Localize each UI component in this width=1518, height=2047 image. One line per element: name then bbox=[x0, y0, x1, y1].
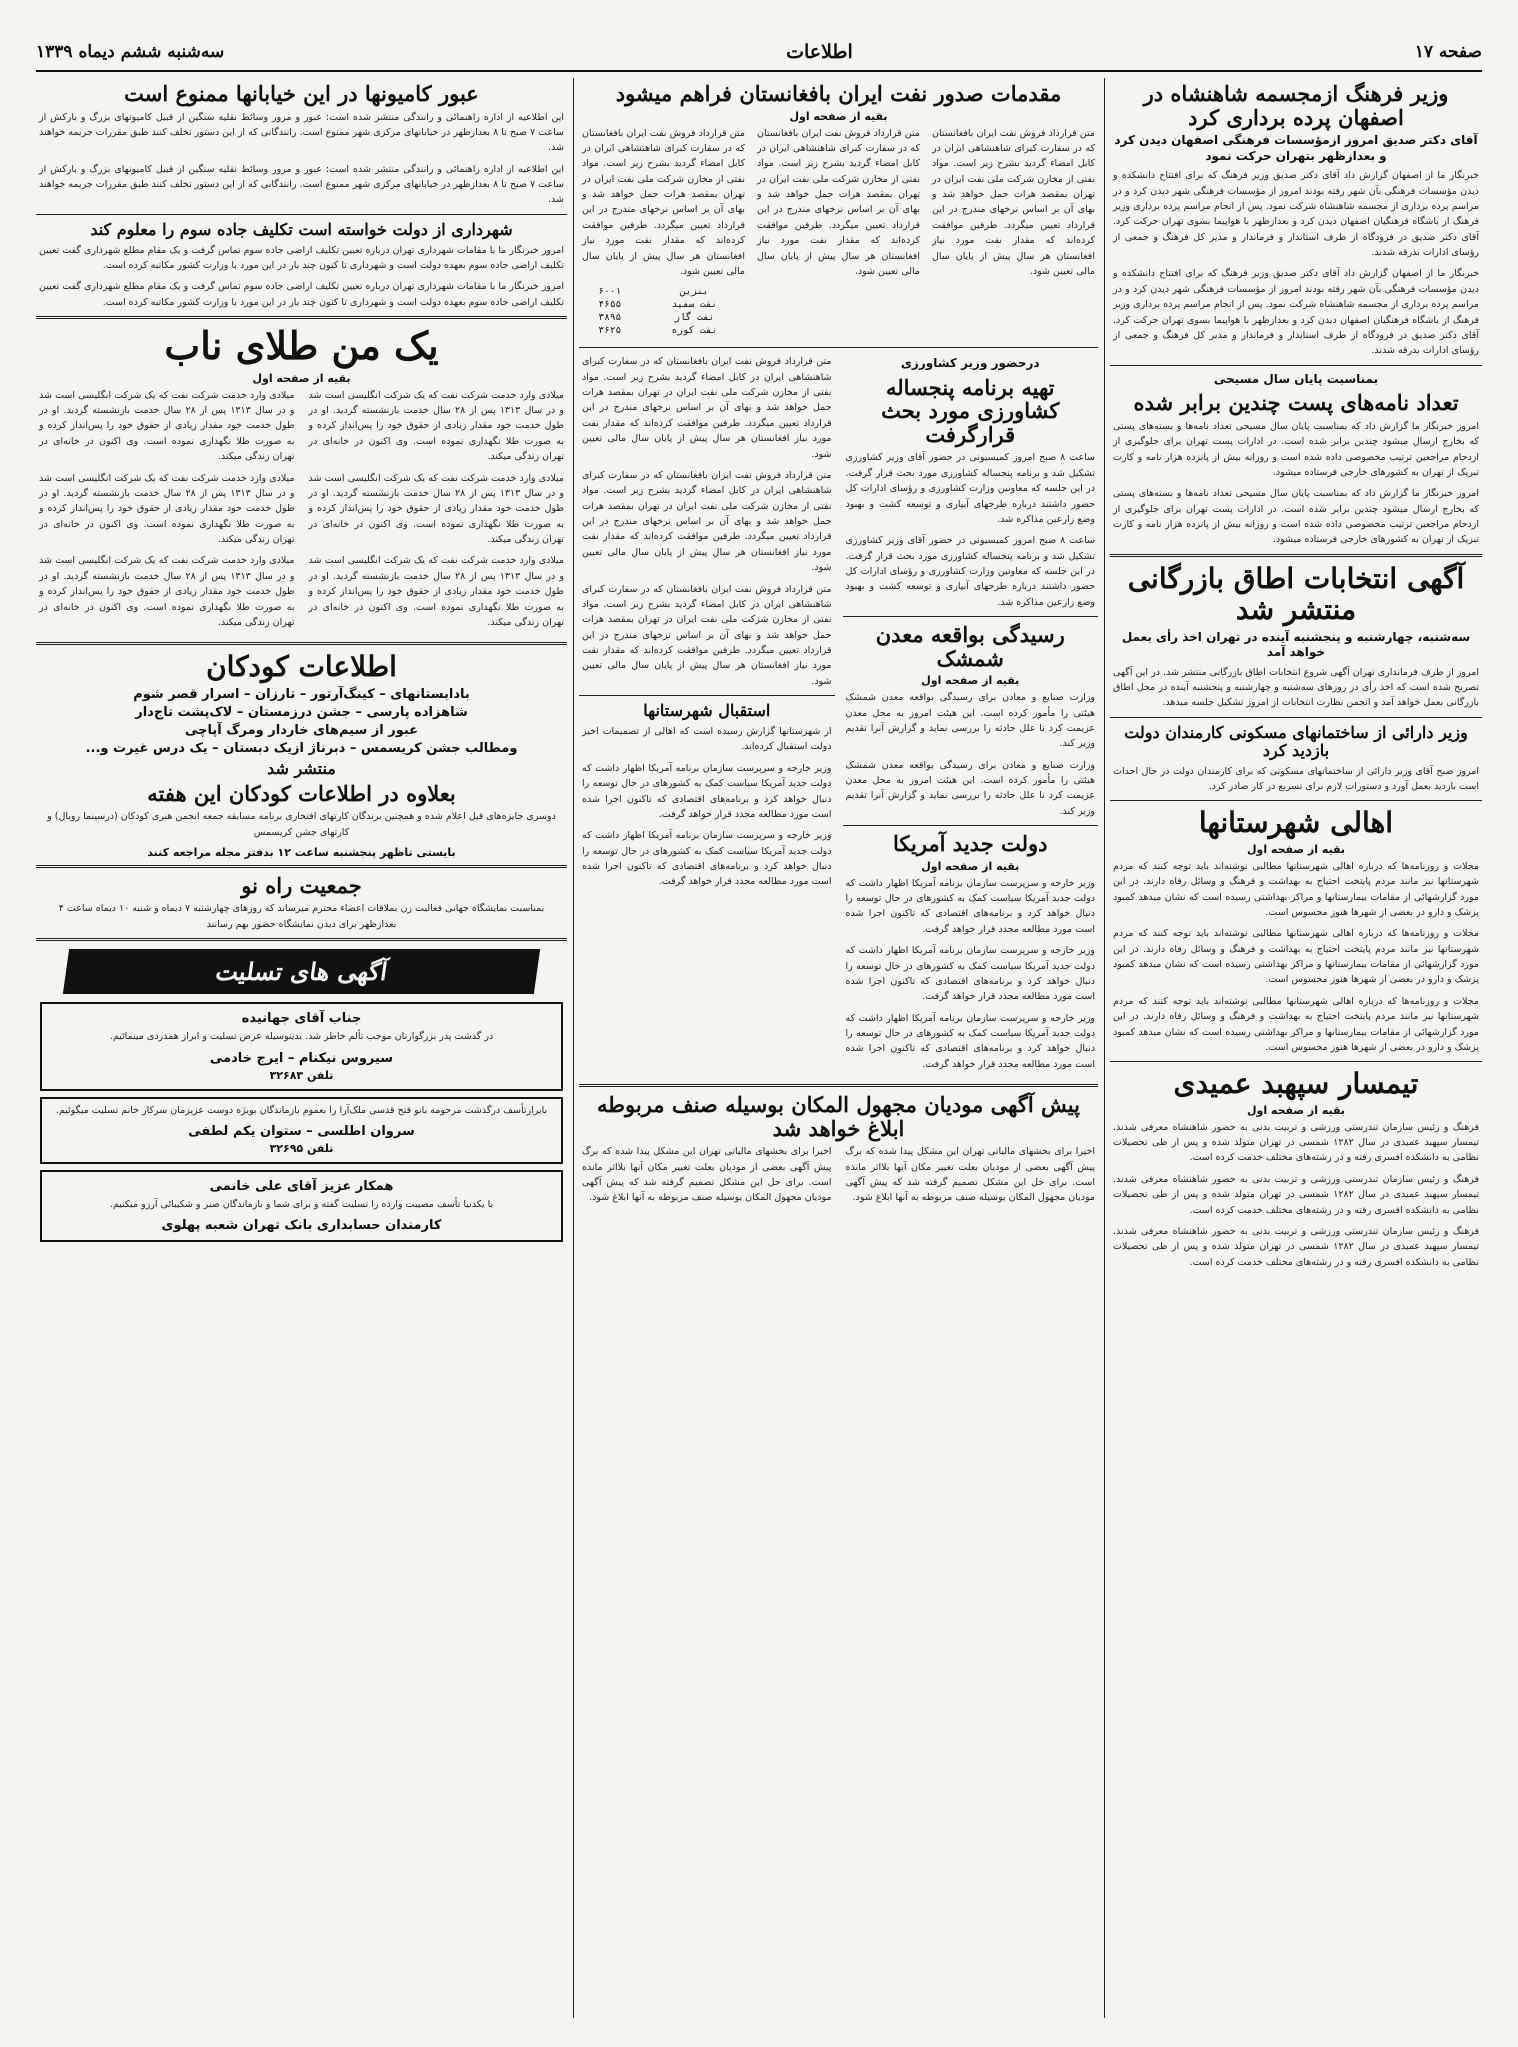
ad-title: همکار عزیز آقای علی خانمی bbox=[209, 1178, 394, 1194]
ad-phone: تلفن ۳۲۶۹۵ bbox=[269, 1141, 334, 1155]
article-headline: تعداد نامه‌های پست چندین برابر شده bbox=[1133, 390, 1459, 416]
continued-note: بقیه از صفحه اول bbox=[1246, 1103, 1346, 1117]
article-agriculture bbox=[843, 356, 1099, 610]
ad-published: منتشر شد bbox=[267, 758, 336, 778]
article-tag: درحضور وزیر کشاورزی bbox=[900, 356, 1040, 371]
article-body: مجلات و روزنامه‌ها که درباره اهالی شهرستانها مطالبی نوشته‌اند باید توجه کنند که مردم شهرستانها نیز مانند مردم پایتخت احتیاج به بهداشت و فرهنگ و وسائل رفاه دارند. در این مورد گزارشهائی از مقامات بیمارستانها و مراکز بهداشتی رسیده است که نشان میدهد کمبود پزشک و دارو در بعضی از شهرها هنوز محسوس است. bbox=[1113, 860, 1479, 918]
divider bbox=[579, 695, 835, 696]
article-body: مجلات و روزنامه‌ها که درباره اهالی شهرستانها مطالبی نوشته‌اند باید توجه کنند که مردم شهرستانها نیز مانند مردم پایتخت احتیاج به بهداشت و فرهنگ و وسائل رفاه دارند. در این مورد گزارشهائی از مقامات بیمارستانها و مراکز بهداشتی رسیده است که نشان میدهد کمبود پزشک و دارو در بعضی از شهرها هنوز محسوس است. bbox=[1113, 928, 1479, 986]
divider bbox=[843, 825, 1099, 826]
article-body: امروز خبرنگار ما گزارش داد که بمناسبت پایان سال مسیحی تعداد نامه‌ها و بسته‌های پستی که بخارج ارسال میشود چندین برابر شده است. در ادارات پست تهران برای جلوگیری از ازدحام مراجعین ترتیب مخصوصی داده شده است و روزانه بیش از پانزده هزار نامه و کارت تبریک از تهران به کشورهای خارجی فرستاده میشود. bbox=[1113, 420, 1479, 478]
ad-new-path-society bbox=[36, 874, 567, 932]
ad-extra-note: بایستی تاظهر پنجشنبه ساعت ۱۲ بدفتر مجله مراجعه کنند bbox=[147, 845, 456, 859]
article-body: وزیر خارجه و سرپرست سازمان برنامه آمریکا اظهار داشت که دولت جدید آمریکا سیاست کمک به کشورهای در حال توسعه را دنبال خواهد کرد و برنامه‌های اقتصادی که تاکنون اجرا شده است مورد مطالعه مجدد قرار خواهد گرفت. bbox=[845, 877, 1095, 935]
price-value: ۴۶۵۵ bbox=[598, 299, 622, 311]
article-body: متن قرارداد فروش نفت ایران بافغانستان که در سفارت کبرای شاهنشاهی ایران در کابل امضاء گردید بشرح زیر است. مواد نفتی از مخازن شرکت ملی نفت ایران در تهران بمقصد هرات حمل خواهد شد و بهای آن بر اساس نرخهای مندرج در این قرارداد تعیین میگردد. طرفین موافقت کرده‌اند که مقدار نفت مورد نیاز افغانستان هر سال پیش از پایان سال مالی تعیین شود. bbox=[757, 127, 920, 277]
article-body: متن قرارداد فروش نفت ایران بافغانستان که در سفارت کبرای شاهنشاهی ایران در کابل امضاء گردید بشرح زیر است. مواد نفتی از مخازن شرکت ملی نفت ایران در تهران بمقصد هرات حمل خواهد شد و بهای آن بر اساس نرخهای مندرج در این قرارداد تعیین میگردد. طرفین موافقت کرده‌اند که مقدار نفت مورد نیاز افغانستان هر سال پیش از پایان سال مالی تعیین شود. bbox=[932, 127, 1095, 277]
column-middle bbox=[579, 78, 1098, 2018]
ad-phone: تلفن ۳۲۶۸۳ bbox=[269, 1068, 334, 1082]
article-headline: یک من طلای ناب bbox=[164, 323, 439, 369]
article-body: فرهنگ و رئیس سازمان تندرستی ورزشی و تربیت بدنی به حضور شاهنشاه معرفی شدند. تیمسار سپهبد عمیدی در سال ۱۲۸۲ شمسی در تهران متولد شده و پس از طی تحصیلات نظامی به دانشکده افسری رفته و در رشته‌های مختلف خدمت کرده است. bbox=[1113, 1173, 1479, 1216]
article-body: اخیرا برای بخشهای مالیاتی تهران این مشکل پیدا شده که برگ پیش آگهی بعضی از مودیان بعلت تغییر مکان آنها بلااثر مانده است. برای حل این مشکل تصمیم گرفته شد که پیش آگهی مودیان مجهول المکان بوسیله صنف مربوطه به آنها ابلاغ شود. bbox=[845, 1146, 1095, 1204]
ad-line: شاهزاده پارسی – جشن درزمستان – لاک‌پشت تاج‌دار bbox=[135, 704, 468, 720]
article-housing bbox=[1110, 724, 1482, 795]
article-america bbox=[843, 832, 1099, 1072]
ad-signature: سروان اطلسی – ستوان یکم لطفی bbox=[188, 1123, 415, 1139]
article-body: امروز خبرنگار ما با مقامات شهرداری تهران درباره تعیین تکلیف اراضی جاده سوم تماس گرفت و یک مقام مطلع شهرداری گفت تعیین تکلیف اراضی جاده سوم بعهده دولت است و شهرداری تا کنون چند بار در این مورد با وزارت کشور مکاتبه کرده است. bbox=[39, 244, 564, 272]
article-general bbox=[1110, 1068, 1482, 1270]
article-body: امروز خبرنگار ما گزارش داد که بمناسبت پایان سال مسیحی تعداد نامه‌ها و بسته‌های پستی که بخارج ارسال میشود چندین برابر شده است. در ادارات پست تهران برای جلوگیری از ازدحام مراجعین ترتیب مخصوصی داده شده است و روزانه بیش از پانزده هزار نامه و کارت تبریک از تهران به کشورهای خارجی فرستاده میشود. bbox=[1113, 488, 1479, 546]
divider bbox=[1110, 717, 1482, 718]
article-body: وزیر خارجه و سرپرست سازمان برنامه آمریکا اظهار داشت که دولت جدید آمریکا سیاست کمک به کشورهای در حال توسعه را دنبال خواهد کرد و برنامه‌های اقتصادی که تاکنون اجرا شده است مورد مطالعه مجدد قرار خواهد گرفت. bbox=[582, 762, 832, 820]
article-headline: تیمسار سپهبد عمیدی bbox=[1173, 1067, 1419, 1101]
ad-signature: کارمندان حسابداری بانک تهران شعبه پهلوی bbox=[161, 1218, 442, 1234]
article-body: امروز صبح آقای وزیر دارائی از ساختمانهای مسکونی که برای کارمندان دولت در حال احداث است بازدید بعمل آورد و دستورات لازم برای تسریع در کار صادر کرد. bbox=[1113, 765, 1479, 793]
article-trucks bbox=[36, 82, 567, 208]
price-value: ۳۶۲۵ bbox=[598, 325, 622, 337]
article-body: فرهنگ و رئیس سازمان تندرستی ورزشی و تربیت بدنی به حضور شاهنشاه معرفی شدند. تیمسار سپهبد عمیدی در سال ۱۲۸۲ شمسی در تهران متولد شده و پس از طی تحصیلات نظامی به دانشکده افسری رفته و در رشته‌های مختلف خدمت کرده است. bbox=[1113, 1121, 1479, 1164]
continued-note: بقیه از صفحه اول bbox=[921, 859, 1020, 873]
article-cities bbox=[1110, 807, 1482, 1055]
article-body: امروز خبرنگار ما با مقامات شهرداری تهران درباره تعیین تکلیف اراضی جاده سوم تماس گرفت و یک مقام مطلع شهرداری گفت تعیین تکلیف اراضی جاده سوم بعهده دولت است و شهرداری تا کنون چند بار در این مورد با وزارت کشور مکاتبه کرده است. bbox=[39, 281, 564, 308]
price-table bbox=[579, 285, 748, 337]
article-body: این اطلاعیه از اداره راهنمائی و رانندگی منتشر شده است: عبور و مرور وسائط نقلیه سنگین از قبیل کامیونهای بزرگ و بارکش از ساعت ۷ صبح تا ۸ بعدازظهر در خیابانهای مرکزی شهر ممنوع است. رانندگانی که از این دستور تخلف کنند طبق مقررات جریمه خواهند شد. bbox=[39, 163, 564, 206]
ad-body: با یکدنیا تأسف مصیبت وارده را تسلیت گفته و برای شما و بازماندگان صبر و شکیبائی آرزو میکنیم. bbox=[109, 1198, 494, 1210]
article-body: خبرنگار ما از اصفهان گزارش داد آقای دکتر صدیق وزیر فرهنگ که برای افتتاح دانشکده و دیدن مؤسسات فرهنگی بآن شهر رفته بودند امروز از مؤسسات فرهنگی شهر دیدن کرد و در مراسم پرده برداری از مجسمه شاهنشاه شرکت نمود. پس از انجام مراسم پرده برداری وزیر فرهنگ از باشگاه فرهنگیان اصفهان دیدن کرد و بعدازظهر با هواپیما بسوی تهران حرکت کرد. آقای دکتر صدیق در فرودگاه از طرف استاندار و فرماندار و مدیر کل فرهنگ و جمعی از رؤسای ادارات بدرقه شدند. bbox=[1113, 268, 1479, 357]
article-oil-export bbox=[579, 82, 1098, 341]
article-body: میلادی وارد خدمت شرکت نفت که یک شرکت انگلیسی است شد و در سال ۱۳۱۳ پس از ۲۸ سال خدمت بازنشسته گردید. او در طول خدمت خود مقدار زیادی از حقوق خود را پس‌انداز کرده و به صورت طلا نگهداری نموده است. وی اکنون در خانه‌ای در تهران زندگی میکند. bbox=[39, 472, 295, 546]
condolence-ad bbox=[40, 1097, 563, 1164]
article-body: وزیر خارجه و سرپرست سازمان برنامه آمریکا اظهار داشت که دولت جدید آمریکا سیاست کمک به کشورهای در حال توسعه را دنبال خواهد کرد و برنامه‌های اقتصادی که تاکنون اجرا شده است مورد مطالعه مجدد قرار خواهد گرفت. bbox=[845, 945, 1095, 1003]
divider bbox=[579, 1084, 1098, 1087]
price-row bbox=[579, 298, 748, 311]
condolence-banner: آگهی های تسلیت bbox=[63, 949, 540, 994]
ad-title: جناب آقای جهانیده bbox=[241, 1011, 362, 1027]
article-christmas-mail bbox=[1110, 372, 1482, 548]
price-row bbox=[579, 311, 748, 324]
continued-note: بقیه از صفحه اول bbox=[921, 674, 1020, 688]
article-body: متن قرارداد فروش نفت ایران بافغانستان که در سفارت کبرای شاهنشاهی ایران در کابل امضاء گردید بشرح زیر است. مواد نفتی از مخازن شرکت ملی نفت ایران در تهران بمقصد هرات حمل خواهد شد و بهای آن بر اساس نرخهای مندرج در این قرارداد تعیین میگردد. طرفین موافقت کرده‌اند که مقدار نفت مورد نیاز افغانستان هر سال پیش از پایان سال مالی تعیین شود. bbox=[582, 469, 832, 574]
column-divider bbox=[1104, 78, 1105, 2018]
column-right bbox=[1110, 78, 1482, 2018]
price-label: بنزین bbox=[680, 286, 709, 298]
page-number: صفحه ۱۷ bbox=[1414, 42, 1482, 62]
issue-date: سه‌شنبه ششم دیماه ۱۳۳۹ bbox=[36, 42, 225, 62]
condolence-ad bbox=[40, 1170, 563, 1242]
article-body: میلادی وارد خدمت شرکت نفت که یک شرکت انگلیسی است شد و در سال ۱۳۱۳ پس از ۲۸ سال خدمت بازنشسته گردید. او در طول خدمت خود مقدار زیادی از حقوق خود را پس‌انداز کرده و به صورت طلا نگهداری نموده است. وی اکنون در خانه‌ای در تهران زندگی میکند. bbox=[308, 389, 564, 463]
ad-line: بادابستانهای – کینگ‌آرتور – تارزان – اسرار قصر شوم bbox=[133, 686, 470, 702]
article-body: میلادی وارد خدمت شرکت نفت که یک شرکت انگلیسی است شد و در سال ۱۳۱۳ پس از ۲۸ سال خدمت بازنشسته گردید. او در طول خدمت خود مقدار زیادی از حقوق خود را پس‌انداز کرده و به صورت طلا نگهداری نموده است. وی اکنون در خانه‌ای در تهران زندگی میکند. bbox=[308, 555, 564, 628]
article-headline: وزیر دارائی از ساختمانهای مسکونی کارمندان دولت بازدید کرد bbox=[1124, 722, 1468, 760]
divider bbox=[36, 865, 567, 868]
article-citizens bbox=[579, 702, 835, 755]
article-body: خبرنگار ما از اصفهان گزارش داد آقای دکتر صدیق وزیر فرهنگ که برای افتتاح دانشکده و دیدن مؤسسات فرهنگی بآن شهر رفته بودند امروز از مؤسسات فرهنگی شهر دیدن کرد و در مراسم پرده برداری از مجسمه شاهنشاه شرکت نمود. پس از انجام مراسم پرده برداری وزیر فرهنگ از باشگاه فرهنگیان اصفهان دیدن کرد و بعدازظهر با هواپیما بسوی تهران حرکت کرد. آقای دکتر صدیق در فرودگاه از طرف استاندار و فرماندار و مدیر کل فرهنگ و جمعی از رؤسای ادارات بدرقه شدند. bbox=[1113, 170, 1479, 259]
ad-children-magazine bbox=[36, 651, 567, 859]
condolence-ad bbox=[40, 1002, 563, 1090]
ad-extra-body: دوسری جایزه‌های قبل اعلام شده و همچنین برندگان کارتهای افتخاری برنامه مسابقه جمعه انجمن هنری کودکان (درسینما رویال) و کارتهای جشن کریسمس bbox=[47, 811, 556, 838]
continued-note: بقیه از صفحه اول bbox=[789, 109, 888, 123]
divider bbox=[36, 316, 567, 319]
article-body: اخیرا برای بخشهای مالیاتی تهران این مشکل پیدا شده که برگ پیش آگهی بعضی از مودیان بعلت تغییر مکان آنها بلااثر مانده است. برای حل این مشکل تصمیم گرفته شد که پیش آگهی مودیان مجهول المکان بوسیله صنف مربوطه به آنها ابلاغ شود. bbox=[582, 1146, 832, 1204]
divider bbox=[843, 616, 1099, 617]
article-headline: دولت جدید آمریکا bbox=[892, 831, 1048, 857]
article-headline: وزیر فرهنگ ازمجسمه شاهنشاه در اصفهان پرده برداری کرد bbox=[1143, 81, 1449, 130]
masthead bbox=[36, 34, 1482, 70]
article-headline: عبور کامیونها در این خیابانها ممنوع است bbox=[124, 81, 479, 106]
article-body: میلادی وارد خدمت شرکت نفت که یک شرکت انگلیسی است شد و در سال ۱۳۱۳ پس از ۲۸ سال خدمت بازنشسته گردید. او در طول خدمت خود مقدار زیادی از حقوق خود را پس‌انداز کرده و به صورت طلا نگهداری نموده است. وی اکنون در خانه‌ای در تهران زندگی میکند. bbox=[308, 472, 564, 546]
article-body: فرهنگ و رئیس سازمان تندرستی ورزشی و تربیت بدنی به حضور شاهنشاه معرفی شدند. تیمسار سپهبد عمیدی در سال ۱۲۸۲ شمسی در تهران متولد شده و پس از طی تحصیلات نظامی به دانشکده افسری رفته و در رشته‌های مختلف خدمت کرده است. bbox=[1113, 1225, 1479, 1268]
article-body: ساعت ۸ صبح امروز کمیسیونی در حضور آقای وزیر کشاورزی تشکیل شد و برنامه پنجساله کشاورزی مورد بحث قرار گرفت. در این جلسه که معاونین وزارت کشاورزی و رؤسای ادارات کل حضور داشتند درباره طرحهای آبیاری و توسعه کشت و بهبود وضع زارعین مذاکره شد. bbox=[845, 535, 1096, 608]
ad-headline: جمعیت راه نو bbox=[241, 872, 362, 898]
price-label: نفت سفید bbox=[671, 299, 718, 311]
ad-body: در گذشت پدر بزرگوارتان موجب تألم خاطر شد. بدینوسیله عرض تسلیت و ابراز همدردی مینمائیم. bbox=[109, 1031, 494, 1043]
continued-note: بقیه از صفحه اول bbox=[252, 371, 351, 385]
price-value: ۶۰۰۱ bbox=[598, 286, 622, 298]
price-value: ۳۸۹۵ bbox=[598, 312, 622, 324]
article-body: وزارت صنایع و معادن برای رسیدگی بواقعه معدن شمشک هیئتی را مأمور کرده است. این هیئت امروز به محل معدن عزیمت کرد تا علل حادثه را بررسی نماید و گزارش آنرا تقدیم وزیر کند. bbox=[845, 692, 1095, 750]
article-headline: اهالی شهرستانها bbox=[1198, 806, 1394, 840]
article-body: متن قرارداد فروش نفت ایران بافغانستان که در سفارت کبرای شاهنشاهی ایران در کابل امضاء گردید بشرح زیر است. مواد نفتی از مخازن شرکت ملی نفت ایران در تهران بمقصد هرات حمل خواهد شد و بهای آن بر اساس نرخهای مندرج در این قرارداد تعیین میگردد. طرفین موافقت کرده‌اند که مقدار نفت مورد نیاز افغانستان هر سال پیش از پایان سال مالی تعیین شود. bbox=[582, 127, 745, 277]
article-body: ساعت ۸ صبح امروز کمیسیونی در حضور آقای وزیر کشاورزی تشکیل شد و برنامه پنجساله کشاورزی مورد بحث قرار گرفت. در این جلسه که معاونین وزارت کشاورزی و رؤسای ادارات کل حضور داشتند درباره طرحهای آبیاری و توسعه کشت و بهبود وضع زارعین مذاکره شد. bbox=[845, 452, 1096, 525]
price-row bbox=[579, 324, 748, 337]
condolence-section bbox=[36, 949, 567, 1242]
article-body: متن قرارداد فروش نفت ایران بافغانستان که در سفارت کبرای شاهنشاهی ایران در کابل امضاء گردید بشرح زیر است. مواد نفتی از مخازن شرکت ملی نفت ایران در تهران بمقصد هرات حمل خواهد شد و بهای آن بر اساس نرخهای مندرج در این قرارداد تعیین میگردد. طرفین موافقت کرده‌اند که مقدار نفت مورد نیاز افغانستان هر سال پیش از پایان سال مالی تعیین شود. bbox=[582, 583, 832, 687]
ad-line: عبور از سیم‌های خاردار ومرگ آپاچی bbox=[184, 722, 419, 738]
ad-body: بابرازتأسف درگذشت مرحومه بانو فتح قدسی ملک‌آرا را بعموم بازماندگان بویژه دوست عزیزمان سرکار خانم تسلیت میگوئیم. bbox=[55, 1104, 548, 1116]
article-tax-notice bbox=[579, 1093, 1098, 1212]
ad-extra-headline: بعلاوه در اطلاعات کودکان این هفته bbox=[147, 780, 456, 806]
ad-line: ومطالب جشن کریسمس – دبرناژ ازیک دبستان – یک درس غیرت و... bbox=[85, 740, 518, 756]
article-subhead: سه‌شنبه، چهارشنبه و پنجشنبه آینده در تهران اخذ رأی بعمل خواهد آمد bbox=[1121, 629, 1471, 660]
divider bbox=[1110, 554, 1482, 557]
article-headline: رسیدگی بواقعه معدن شمشک bbox=[875, 622, 1065, 671]
divider bbox=[36, 642, 567, 645]
price-label: نفت گاز bbox=[674, 312, 715, 324]
article-headline: تهیه برنامه پنجساله کشاورزی مورد بحث قرارگرفت bbox=[881, 374, 1060, 447]
price-row bbox=[579, 285, 748, 298]
article-body: این اطلاعیه از اداره راهنمائی و رانندگی منتشر شده است: عبور و مرور وسائط نقلیه سنگین از قبیل کامیونهای بزرگ و بارکش از ساعت ۷ صبح تا ۸ بعدازظهر در خیابانهای مرکزی شهر ممنوع است. رانندگانی که از این دستور تخلف کنند طبق مقررات جریمه خواهند شد. bbox=[39, 111, 564, 154]
article-body: وزارت صنایع و معادن برای رسیدگی بواقعه معدن شمشک هیئتی را مأمور کرده است. این هیئت امروز به محل معدن عزیمت کرد تا علل حادثه را بررسی نماید و گزارش آنرا تقدیم وزیر کند. bbox=[845, 759, 1095, 817]
article-headline: مقدمات صدور نفت ایران بافغانستان فراهم میشود bbox=[615, 81, 1062, 106]
paper-name: اطلاعات bbox=[786, 41, 853, 63]
continued-note: بقیه از صفحه اول bbox=[1246, 842, 1346, 856]
divider bbox=[579, 347, 1098, 348]
column-divider bbox=[573, 78, 574, 2018]
article-body: متن قرارداد فروش نفت ایران بافغانستان که در سفارت کبرای شاهنشاهی ایران در کابل امضاء گردید بشرح زیر است. مواد نفتی از مخازن شرکت ملی نفت ایران در تهران بمقصد هرات حمل خواهد شد و بهای آن بر اساس نرخهای مندرج در این قرارداد تعیین میگردد. طرفین موافقت کرده‌اند که مقدار نفت مورد نیاز افغانستان هر سال پیش از پایان سال مالی تعیین شود. bbox=[582, 356, 832, 460]
article-education-minister bbox=[1110, 82, 1482, 359]
article-gold bbox=[36, 325, 567, 636]
article-body: از شهرستانها گزارش رسیده است که اهالی از تصمیمات اخیر دولت استقبال کرده‌اند. bbox=[582, 726, 832, 753]
article-body: وزیر خارجه و سرپرست سازمان برنامه آمریکا اظهار داشت که دولت جدید آمریکا سیاست کمک به کشورهای در حال توسعه را دنبال خواهد کرد و برنامه‌های اقتصادی که تاکنون اجرا شده است مورد مطالعه مجدد قرار خواهد گرفت. bbox=[845, 1012, 1095, 1070]
article-body: امروز از طرف فرمانداری تهران آگهی شروع انتخابات اطاق بازرگانی منتشر شد. در این آگهی تصریح شده است که اخذ رأی در روزهای سه‌شنبه و چهارشنبه و پنجشنبه آینده در محل اطاق بازرگانی بعمل خواهد آمد و انجمن نظارت انتخابات از امروز تشکیل جلسه میدهد. bbox=[1113, 666, 1479, 709]
price-label: نفت کوره bbox=[671, 325, 718, 337]
ad-body: بمناسبت نمایشگاه جهانی فعالیت زن بملاقات اعضاء محترم میرساند که روزهای چهارشنبه ۷ دیماه و شنبه ۱۰ دیماه ساعت ۴ بعدازظهر برای دیدن نمایشگاه حضور بهم رسانند bbox=[58, 903, 545, 930]
divider bbox=[1110, 800, 1482, 801]
divider bbox=[1110, 1061, 1482, 1062]
divider bbox=[36, 938, 567, 941]
article-subhead: آقای دکتر صدیق امروز ازمؤسسات فرهنگی اصفهان دیدن کرد و بعدازظهر بتهران حرکت نمود bbox=[1114, 133, 1478, 163]
article-body: مجلات و روزنامه‌ها که درباره اهالی شهرستانها مطالبی نوشته‌اند باید توجه کنند که مردم شهرستانها نیز مانند مردم پایتخت احتیاج به بهداشت و فرهنگ و وسائل رفاه دارند. در این مورد گزارشهائی از مقامات بیمارستانها و مراکز بهداشتی رسیده است که نشان میدهد کمبود پزشک و دارو در بعضی از شهرها هنوز محسوس است. bbox=[1113, 995, 1479, 1053]
article-body: وزیر خارجه و سرپرست سازمان برنامه آمریکا اظهار داشت که دولت جدید آمریکا سیاست کمک به کشورهای در حال توسعه را دنبال خواهد کرد و برنامه‌های اقتصادی که تاکنون اجرا شده است مورد مطالعه مجدد قرار خواهد گرفت. bbox=[582, 830, 832, 888]
divider bbox=[36, 214, 567, 215]
ad-headline: اطلاعات کودکان bbox=[206, 650, 397, 684]
article-tag: بمناسبت پایان سال مسیحی bbox=[1213, 371, 1379, 386]
article-chamber-election bbox=[1110, 563, 1482, 711]
ad-signature: سیروس نیکنام – ایرج خادمی bbox=[209, 1050, 394, 1066]
column-left bbox=[36, 78, 567, 2018]
article-headline: پیش آگهی مودیان مجهول المکان بوسیله صنف مربوطه ابلاغ خواهد شد bbox=[597, 1092, 1080, 1141]
article-body: میلادی وارد خدمت شرکت نفت که یک شرکت انگلیسی است شد و در سال ۱۳۱۳ پس از ۲۸ سال خدمت بازنشسته گردید. او در طول خدمت خود مقدار زیادی از حقوق خود را پس‌انداز کرده و به صورت طلا نگهداری نموده است. وی اکنون در خانه‌ای در تهران زندگی میکند. bbox=[39, 555, 295, 628]
article-headline: آگهی انتخابات اطاق بازرگانی منتشر شد bbox=[1127, 561, 1465, 627]
article-municipality bbox=[36, 221, 567, 310]
masthead-rule bbox=[36, 70, 1482, 72]
divider bbox=[1110, 365, 1482, 366]
article-body: میلادی وارد خدمت شرکت نفت که یک شرکت انگلیسی است شد و در سال ۱۳۱۳ پس از ۲۸ سال خدمت بازنشسته گردید. او در طول خدمت خود مقدار زیادی از حقوق خود را پس‌انداز کرده و به صورت طلا نگهداری نموده است. وی اکنون در خانه‌ای در تهران زندگی میکند. bbox=[39, 389, 295, 463]
article-headline: استقبال شهرستانها bbox=[643, 701, 771, 721]
article-mine bbox=[843, 623, 1099, 819]
article-headline: شهرداری از دولت خواسته است تکلیف جاده سوم را معلوم کند bbox=[90, 219, 513, 239]
